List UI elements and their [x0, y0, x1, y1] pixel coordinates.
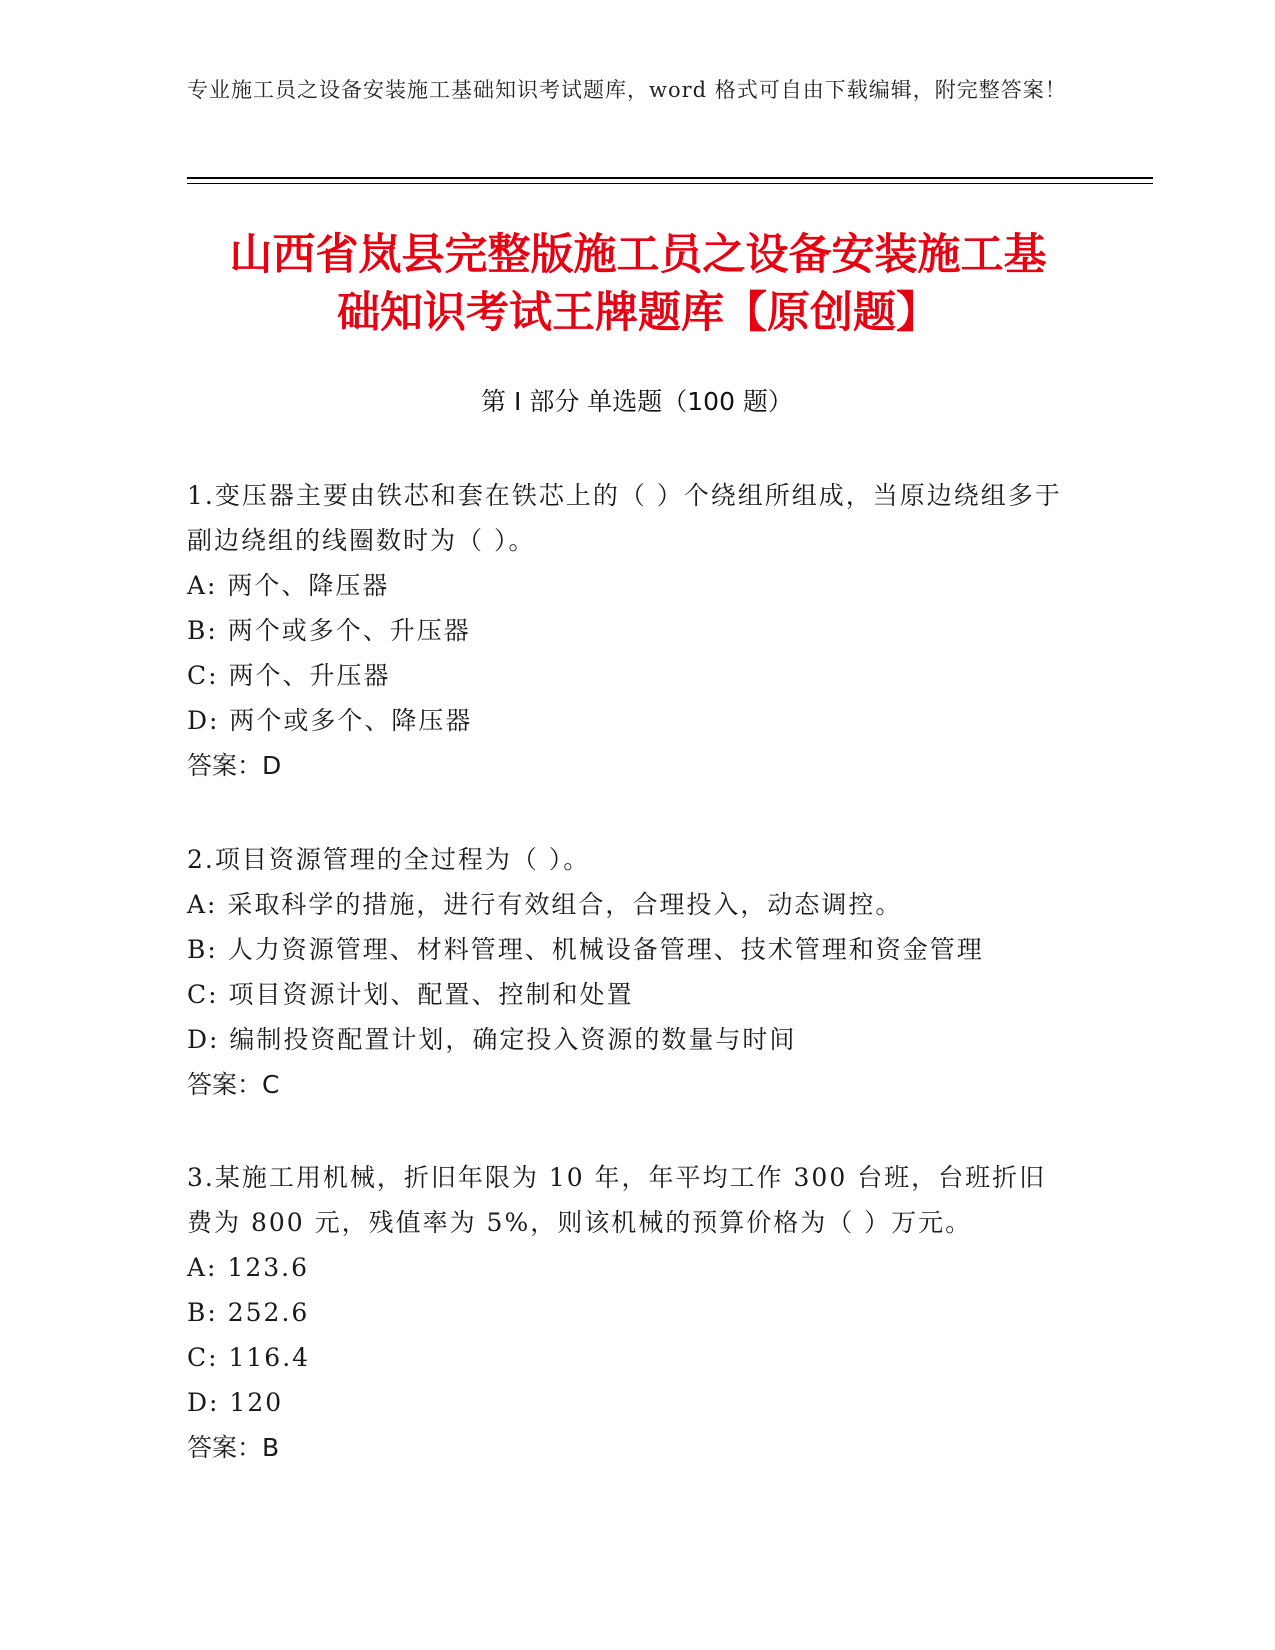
option-c: C: 两个、升压器 — [187, 661, 391, 690]
section-title: 第 I 部分 单选题（100 题） — [481, 387, 793, 416]
option-b: B: 人力资源管理、材料管理、机械设备管理、技术管理和资金管理 — [187, 935, 984, 964]
option-d: D: 120 — [187, 1388, 284, 1417]
header-note: 专业施工员之设备安装施工基础知识考试题库，word 格式可自由下载编辑，附完整答案！ — [187, 78, 1067, 102]
option-a: A: 采取科学的措施，进行有效组合，合理投入，动态调控。 — [187, 890, 903, 919]
document-title — [150, 226, 1126, 342]
option-b: B: 两个或多个、升压器 — [187, 616, 471, 645]
document-title-line-1: 山西省岚县完整版施工员之设备安装施工基 — [229, 230, 1047, 280]
option-d: D: 编制投资配置计划，确定投入资源的数量与时间 — [187, 1025, 797, 1054]
header-rule-thin — [187, 183, 1153, 184]
question-1 — [187, 473, 1067, 788]
answer: 答案：B — [187, 1433, 280, 1462]
document-title-line-2: 础知识考试王牌题库【原创题】 — [337, 288, 939, 338]
option-a: A: 两个、降压器 — [187, 571, 390, 600]
question-stem: 1.变压器主要由铁芯和套在铁芯上的（ ）个绕组所组成，当原边绕组多于副边绕组的线圈数时为（ ）。 — [187, 481, 1062, 555]
option-c: C: 116.4 — [187, 1343, 311, 1372]
answer: 答案：C — [187, 1070, 280, 1099]
option-d: D: 两个或多个、降压器 — [187, 706, 473, 735]
question-2 — [187, 837, 1067, 1107]
option-c: C: 项目资源计划、配置、控制和处置 — [187, 980, 634, 1009]
question-stem: 3.某施工用机械，折旧年限为 10 年，年平均工作 300 台班，台班折旧费为 800 元，残值率为 5%，则该机械的预算价格为（ ）万元。 — [187, 1163, 1047, 1237]
option-b: B: 252.6 — [187, 1298, 310, 1327]
header-rule-thick — [187, 177, 1153, 179]
question-stem: 2.项目资源管理的全过程为（ ）。 — [187, 845, 591, 874]
answer: 答案：D — [187, 751, 282, 780]
question-3 — [187, 1155, 1067, 1470]
option-a: A: 123.6 — [187, 1253, 309, 1282]
